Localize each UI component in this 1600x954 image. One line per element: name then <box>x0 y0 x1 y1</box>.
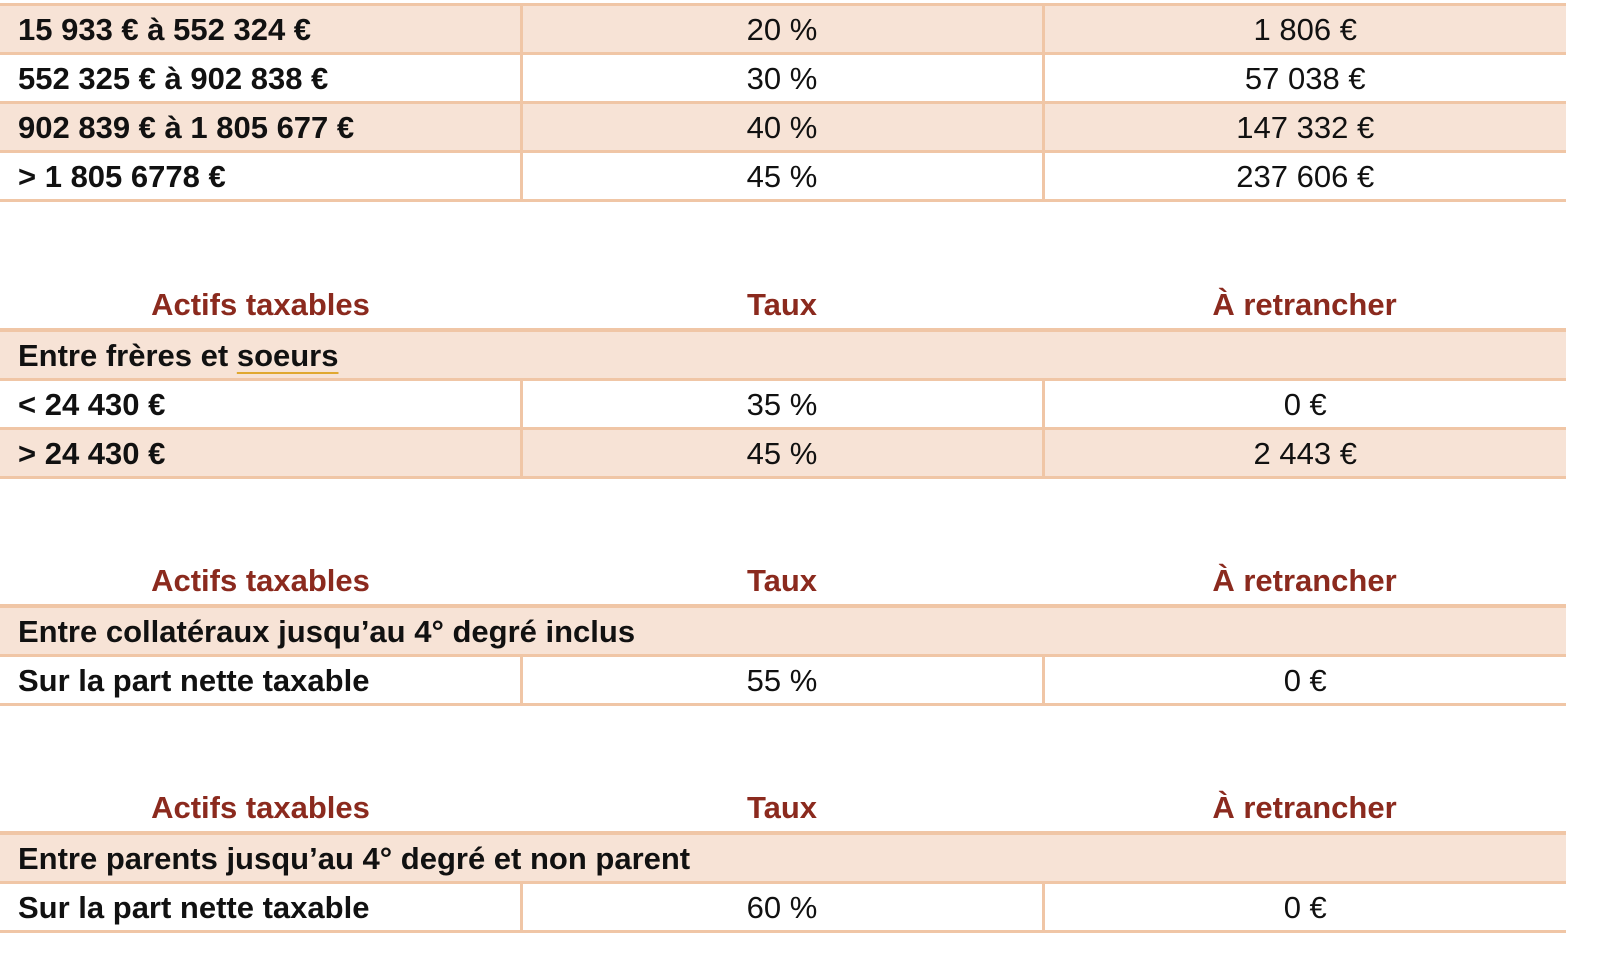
rate-cell: 20 % <box>521 5 1043 54</box>
bracket-cell: 15 933 € à 552 324 € <box>0 5 521 54</box>
rate-cell: 45 % <box>521 429 1043 478</box>
header-taux: Taux <box>521 556 1043 606</box>
header-a-retrancher: À retrancher <box>1043 556 1566 606</box>
tax-table-others <box>0 783 1566 933</box>
bracket-cell: > 1 805 6778 € <box>0 152 521 201</box>
deduct-cell: 1 806 € <box>1043 5 1566 54</box>
table-row <box>0 380 1566 429</box>
bracket-cell: 902 839 € à 1 805 677 € <box>0 103 521 152</box>
bracket-cell: Sur la part nette taxable <box>0 656 521 705</box>
bracket-cell: Sur la part nette taxable <box>0 883 521 932</box>
deduct-cell: 0 € <box>1043 380 1566 429</box>
table-row <box>0 152 1566 201</box>
table-row <box>0 103 1566 152</box>
deduct-cell: 0 € <box>1043 656 1566 705</box>
tax-table-collaterals <box>0 556 1566 706</box>
group-row <box>0 606 1566 656</box>
deduct-cell: 237 606 € <box>1043 152 1566 201</box>
rate-cell: 60 % <box>521 883 1043 932</box>
table-row <box>0 883 1566 932</box>
tax-brackets-table-direct-line <box>0 3 1566 202</box>
rate-cell: 30 % <box>521 54 1043 103</box>
header-actifs-taxables: Actifs taxables <box>0 783 521 833</box>
rate-cell: 40 % <box>521 103 1043 152</box>
tax-table-siblings <box>0 280 1566 479</box>
table-header-row <box>0 783 1566 833</box>
rate-cell: 35 % <box>521 380 1043 429</box>
table-row <box>0 54 1566 103</box>
bracket-cell: < 24 430 € <box>0 380 521 429</box>
group-row <box>0 833 1566 883</box>
header-a-retrancher: À retrancher <box>1043 783 1566 833</box>
deduct-cell: 57 038 € <box>1043 54 1566 103</box>
bracket-cell: 552 325 € à 902 838 € <box>0 54 521 103</box>
header-actifs-taxables: Actifs taxables <box>0 280 521 330</box>
group-label: Entre parents jusqu’au 4° degré et non parent <box>0 833 1566 883</box>
group-label <box>0 330 1566 380</box>
group-label: Entre collatéraux jusqu’au 4° degré inclus <box>0 606 1566 656</box>
header-actifs-taxables: Actifs taxables <box>0 556 521 606</box>
table-header-row <box>0 280 1566 330</box>
group-row <box>0 330 1566 380</box>
table-row <box>0 656 1566 705</box>
rate-cell: 45 % <box>521 152 1043 201</box>
header-taux: Taux <box>521 783 1043 833</box>
deduct-cell: 2 443 € <box>1043 429 1566 478</box>
header-taux: Taux <box>521 280 1043 330</box>
table-row <box>0 429 1566 478</box>
bracket-cell: > 24 430 € <box>0 429 521 478</box>
table-row <box>0 5 1566 54</box>
group-label-prefix: Entre frères et <box>18 337 237 373</box>
header-a-retrancher: À retrancher <box>1043 280 1566 330</box>
deduct-cell: 147 332 € <box>1043 103 1566 152</box>
rate-cell: 55 % <box>521 656 1043 705</box>
deduct-cell: 0 € <box>1043 883 1566 932</box>
spellcheck-underlined-word: soeurs <box>236 337 339 373</box>
table-header-row <box>0 556 1566 606</box>
